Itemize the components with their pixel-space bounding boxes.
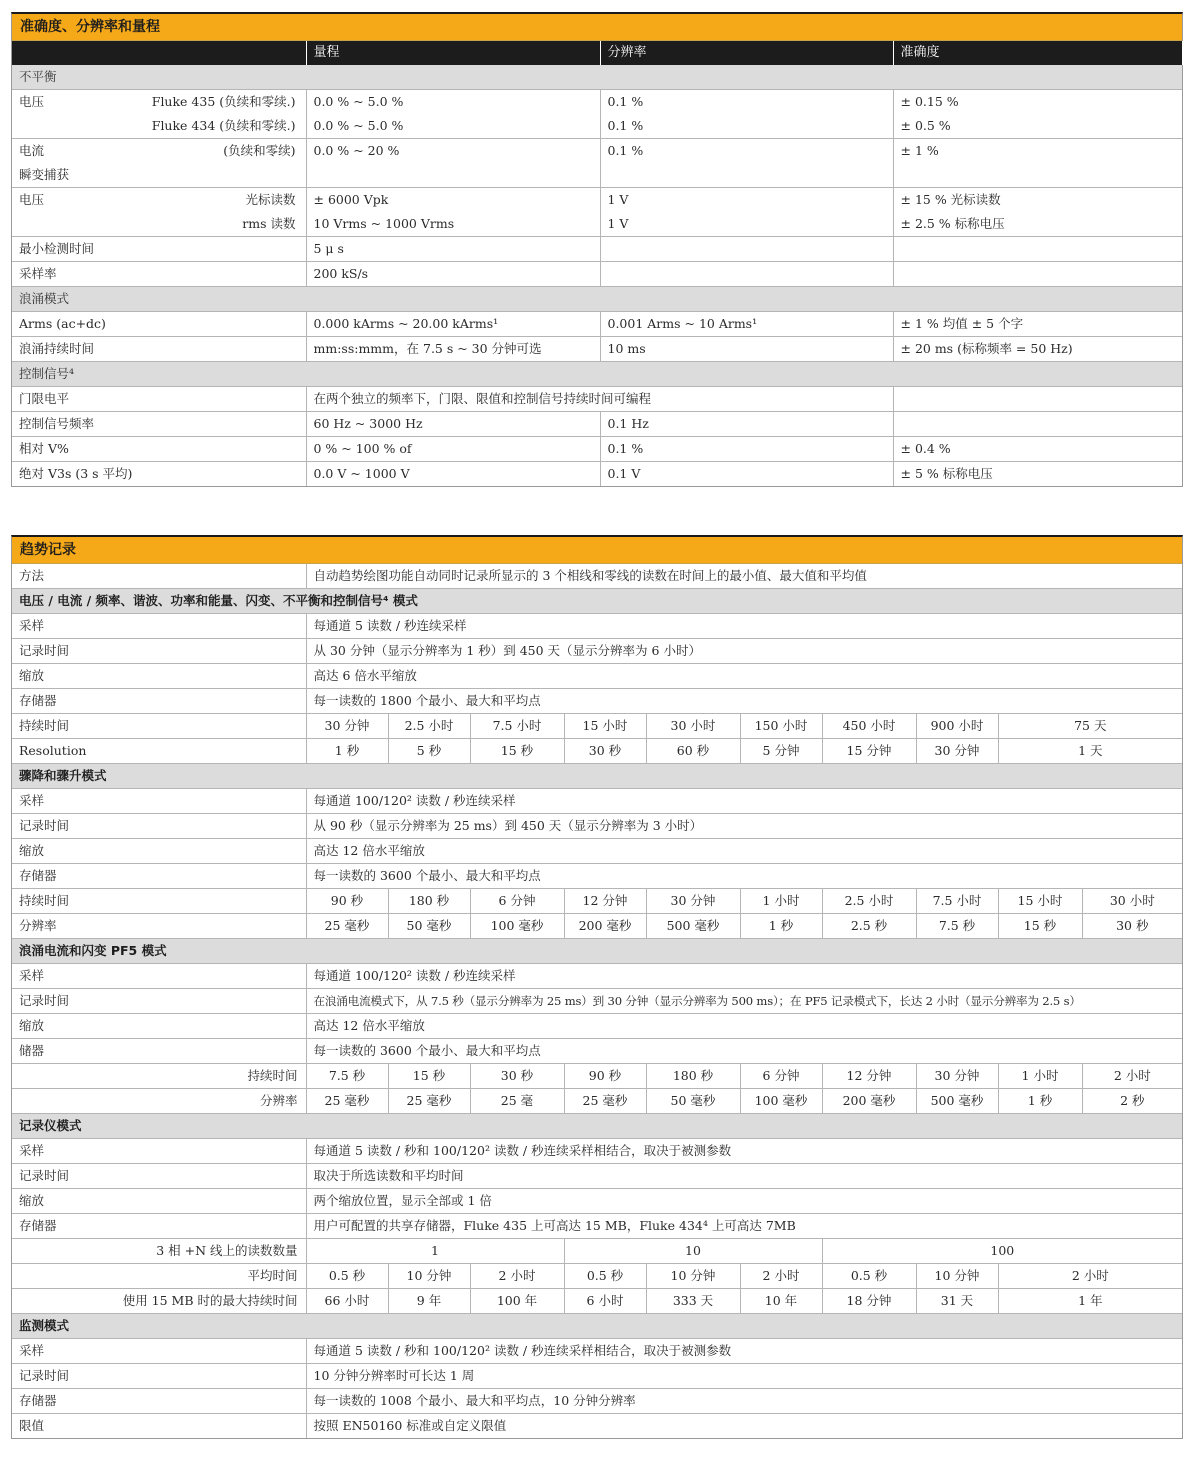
table-row [12, 412, 1182, 437]
table-row [12, 387, 1182, 412]
max-cell: 18 分钟 [822, 1289, 916, 1314]
avg-cell: 10 分钟 [916, 1264, 998, 1289]
cell-value: 每通道 100/120² 读数 / 秒连续采样 [306, 789, 1182, 814]
duration-cell: 75 天 [998, 714, 1182, 739]
resolution-cell: 1 天 [998, 739, 1182, 764]
resolution-cell: 7.5 秒 [916, 914, 998, 939]
cell-threshold-text: 在两个独立的频率下，门限、限值和控制信号持续时间可编程 [306, 387, 893, 412]
table-row [12, 1089, 1182, 1114]
cell-value: 高达 12 倍水平缩放 [306, 839, 1182, 864]
duration-cell: 30 小时 [1082, 889, 1182, 914]
label-text: 电流 [19, 143, 45, 158]
section-row [12, 65, 1182, 90]
row-label: 持续时间 [12, 1064, 306, 1089]
cell-accuracy: ± 2.5 % 标称电压 [893, 212, 1182, 237]
row-label: 3 相 +N 线上的读数数量 [12, 1239, 306, 1264]
section-inrush: 浪涌模式 [12, 287, 1182, 312]
cell-accuracy [893, 237, 1182, 262]
duration-cell: 30 分钟 [916, 1064, 998, 1089]
row-label: 缩放 [12, 839, 306, 864]
duration-cell: 12 分钟 [822, 1064, 916, 1089]
table-row [12, 1364, 1182, 1389]
section-row [12, 362, 1182, 387]
max-cell: 31 天 [916, 1289, 998, 1314]
duration-cell: 30 秒 [470, 1064, 564, 1089]
resolution-cell: 1 秒 [306, 739, 388, 764]
section-row [12, 939, 1182, 964]
row-label: 采样 [12, 1139, 306, 1164]
section-unbalance: 不平衡 [12, 65, 1182, 90]
avg-cell: 10 分钟 [646, 1264, 740, 1289]
cell-value: 每一读数的 3600 个最小、最大和平均点 [306, 864, 1182, 889]
row-label: 采样 [12, 614, 306, 639]
resolution-cell: 15 秒 [470, 739, 564, 764]
table-row [12, 262, 1182, 287]
table-header-row [12, 41, 1182, 65]
header-accuracy: 准确度 [893, 41, 1182, 65]
cell-value: 10 分钟分辨率时可长达 1 周 [306, 1364, 1182, 1389]
row-label: Resolution [12, 739, 306, 764]
readings-cell: 1 [306, 1239, 564, 1264]
cell-range: 10 Vrms ~ 1000 Vrms [306, 212, 600, 237]
resolution-cell: 5 秒 [388, 739, 470, 764]
row-label: 相对 V% [12, 437, 306, 462]
row-label: 记录时间 [12, 1164, 306, 1189]
header-blank [12, 41, 306, 65]
section-row [12, 1314, 1182, 1339]
cell-value: 两个缩放位置，显示全部或 1 倍 [306, 1189, 1182, 1214]
cell-resolution: 0.1 % [600, 437, 893, 462]
duration-cell: 900 小时 [916, 714, 998, 739]
table-row [12, 1014, 1182, 1039]
row-label [12, 139, 306, 164]
blank-cell [600, 163, 893, 188]
cell-range: ± 6000 Vpk [306, 188, 600, 213]
cell-resolution [600, 237, 893, 262]
cell-range: 0.0 % ~ 5.0 % [306, 90, 600, 115]
resolution-cell: 50 毫秒 [646, 1089, 740, 1114]
section-mode4: 记录仪模式 [12, 1114, 1182, 1139]
duration-cell: 1 小时 [998, 1064, 1082, 1089]
table-row [12, 1289, 1182, 1314]
cell-value: 取决于所选读数和平均时间 [306, 1164, 1182, 1189]
cell-range: 60 Hz ~ 3000 Hz [306, 412, 600, 437]
table-row [12, 312, 1182, 337]
sublabel-text: (负续和零续) [223, 143, 296, 158]
table-row [12, 1139, 1182, 1164]
table-row [12, 90, 1182, 115]
cell-range: 0 % ~ 100 % of [306, 437, 600, 462]
blank-cell [306, 163, 600, 188]
resolution-cell: 15 秒 [998, 914, 1082, 939]
row-label: 缩放 [12, 1189, 306, 1214]
duration-cell: 12 分钟 [564, 889, 646, 914]
table-row [12, 714, 1182, 739]
row-label: 存储器 [12, 689, 306, 714]
table-row [12, 462, 1182, 487]
cell-resolution: 0.1 Hz [600, 412, 893, 437]
cell-resolution: 0.1 % [600, 114, 893, 139]
avg-cell: 0.5 秒 [564, 1264, 646, 1289]
max-cell: 333 天 [646, 1289, 740, 1314]
resolution-cell: 100 毫秒 [740, 1089, 822, 1114]
table-row [12, 639, 1182, 664]
row-label: 限值 [12, 1414, 306, 1439]
row-label: 采样 [12, 1339, 306, 1364]
table-row [12, 337, 1182, 362]
section-mode1: 电压 / 电流 / 频率、谐波、功率和能量、闪变、不平衡和控制信号⁴ 模式 [12, 589, 1182, 614]
resolution-cell: 2.5 秒 [822, 914, 916, 939]
cell-resolution: 0.1 % [600, 90, 893, 115]
cell-accuracy: ± 1 % [900, 143, 939, 158]
sublabel-text: Fluke 435 (负续和零续.) [151, 94, 296, 109]
cell-range: 0.000 kArms ~ 20.00 kArms¹ [306, 312, 600, 337]
duration-cell: 1 小时 [740, 889, 822, 914]
duration-cell: 30 分钟 [306, 714, 388, 739]
cell-value: 按照 EN50160 标准或自定义限值 [313, 1418, 507, 1433]
row-label: 存储器 [12, 1389, 306, 1414]
row-label: 门限电平 [12, 387, 306, 412]
duration-cell: 30 分钟 [646, 889, 740, 914]
resolution-cell: 30 秒 [1082, 914, 1182, 939]
table-row [12, 914, 1182, 939]
table-row [12, 237, 1182, 262]
duration-cell: 7.5 小时 [916, 889, 998, 914]
duration-cell: 30 小时 [646, 714, 740, 739]
table-row [12, 437, 1182, 462]
readings-cell: 100 [822, 1239, 1182, 1264]
cell-value: 从 30 分钟（显示分辨率为 1 秒）到 450 天（显示分辨率为 6 小时） [306, 639, 1182, 664]
resolution-cell: 500 毫秒 [646, 914, 740, 939]
cell-accuracy [893, 412, 1182, 437]
section-row [12, 287, 1182, 312]
resolution-cell: 1 秒 [740, 914, 822, 939]
cell-value: 每一读数的 1800 个最小、最大和平均点 [306, 689, 1182, 714]
row-label: 方法 [12, 564, 306, 589]
sublabel-text: 光标读数 [245, 192, 296, 207]
cell-range: 5 μ s [306, 237, 600, 262]
row-label: 控制信号频率 [12, 412, 306, 437]
cell-resolution: 0.1 V [600, 462, 893, 487]
resolution-cell: 25 毫秒 [306, 914, 388, 939]
transient-label: 瞬变捕获 [12, 163, 306, 188]
table-row [12, 614, 1182, 639]
max-cell: 6 小时 [564, 1289, 646, 1314]
row-label: 记录时间 [12, 1364, 306, 1389]
cell-range: 0.0 % ~ 20 % [306, 139, 600, 164]
row-label: Arms (ac+dc) [12, 312, 306, 337]
blank-cell [893, 163, 1182, 188]
cell-value: 每通道 100/120² 读数 / 秒连续采样 [306, 964, 1182, 989]
cell-value: 每一读数的 1008 个最小、最大和平均点，10 分钟分辨率 [306, 1389, 1182, 1414]
trend-recording-table [11, 535, 1183, 1439]
table-row [12, 789, 1182, 814]
header-range: 量程 [306, 41, 600, 65]
trend-table [12, 564, 1182, 1438]
resolution-cell: 25 毫秒 [388, 1089, 470, 1114]
resolution-cell: 30 分钟 [916, 739, 998, 764]
table-row [12, 1339, 1182, 1364]
table-row [12, 839, 1182, 864]
max-cell: 100 年 [470, 1289, 564, 1314]
duration-cell: 2.5 小时 [822, 889, 916, 914]
cell-range: 200 kS/s [306, 262, 600, 287]
table-row [12, 188, 1182, 213]
spec-table [12, 41, 1183, 486]
avg-cell: 2 小时 [470, 1264, 564, 1289]
avg-cell: 10 分钟 [388, 1264, 470, 1289]
table-row [12, 1164, 1182, 1189]
duration-cell: 450 小时 [822, 714, 916, 739]
section-control-signal: 控制信号⁴ [12, 362, 1182, 387]
cell-accuracy: ± 15 % 光标读数 [900, 192, 1001, 207]
duration-cell: 180 秒 [646, 1064, 740, 1089]
duration-cell: 2 小时 [1082, 1064, 1182, 1089]
resolution-cell: 25 毫秒 [564, 1089, 646, 1114]
table-row [12, 163, 1182, 188]
row-label: 浪涌持续时间 [12, 337, 306, 362]
resolution-cell: 2 秒 [1082, 1089, 1182, 1114]
cell-value: 每通道 5 读数 / 秒和 100/120² 读数 / 秒连续采样相结合，取决于被测参数 [306, 1339, 1182, 1364]
cell-range: 0.0 % ~ 5.0 % [306, 114, 600, 139]
row-label [12, 188, 306, 213]
row-label: 平均时间 [12, 1264, 306, 1289]
row-label: 采样率 [12, 262, 306, 287]
cell-range: mm:ss:mmm，在 7.5 s ~ 30 分钟可选 [306, 337, 600, 362]
cell-resolution [600, 262, 893, 287]
cell-accuracy: ± 1 % 均值 ± 5 个字 [893, 312, 1182, 337]
row-label: 分辨率 [12, 914, 306, 939]
resolution-cell: 30 秒 [564, 739, 646, 764]
table-row [12, 1239, 1182, 1264]
table-row [12, 889, 1182, 914]
row-label: 存储器 [12, 1214, 306, 1239]
cell-resolution: 1 V [600, 212, 893, 237]
resolution-cell: 200 毫秒 [564, 914, 646, 939]
blank-cell [893, 387, 1182, 412]
row-label [12, 212, 306, 237]
duration-cell: 90 秒 [306, 889, 388, 914]
cell-accuracy: ± 0.15 % [900, 94, 959, 109]
duration-cell: 7.5 秒 [306, 1064, 388, 1089]
duration-cell: 15 小时 [564, 714, 646, 739]
row-label: 绝对 V3s (3 s 平均) [12, 462, 306, 487]
table-row [12, 1264, 1182, 1289]
cell-resolution: 1 V [600, 188, 893, 213]
sublabel-text: Fluke 434 (负续和零续.) [151, 118, 296, 133]
row-label: 分辨率 [12, 1089, 306, 1114]
table-row [12, 739, 1182, 764]
cell-value: 从 90 秒（显示分辨率为 25 ms）到 450 天（显示分辨率为 3 小时） [306, 814, 1182, 839]
panel-title: 趋势记录 [12, 537, 1182, 564]
max-cell: 66 小时 [306, 1289, 388, 1314]
cell-accuracy [893, 262, 1182, 287]
resolution-cell: 1 秒 [998, 1089, 1082, 1114]
cell-resolution: 0.1 % [600, 139, 893, 164]
max-cell: 9 年 [388, 1289, 470, 1314]
cell-accuracy: ± 20 ms (标称频率 = 50 Hz) [893, 337, 1182, 362]
avg-cell: 2 小时 [998, 1264, 1182, 1289]
row-label: 使用 15 MB 时的最大持续时间 [12, 1289, 306, 1314]
row-label: 持续时间 [12, 714, 306, 739]
label-text: 电压 [19, 94, 45, 109]
duration-cell: 15 小时 [998, 889, 1082, 914]
readings-cell: 10 [564, 1239, 822, 1264]
table-row [12, 1414, 1182, 1439]
duration-cell: 180 秒 [388, 889, 470, 914]
max-cell: 10 年 [740, 1289, 822, 1314]
duration-cell: 90 秒 [564, 1064, 646, 1089]
avg-cell: 0.5 秒 [822, 1264, 916, 1289]
section-mode5: 监测模式 [12, 1314, 1182, 1339]
table-row [12, 139, 1182, 164]
table-row [12, 1064, 1182, 1089]
duration-cell: 2.5 小时 [388, 714, 470, 739]
cell-method: 自动趋势绘图功能自动同时记录所显示的 3 个相线和零线的读数在时间上的最小值、最大值和平均值 [306, 564, 1182, 589]
table-row [12, 212, 1182, 237]
table-row [12, 689, 1182, 714]
duration-cell: 6 分钟 [740, 1064, 822, 1089]
duration-cell: 6 分钟 [470, 889, 564, 914]
row-label: 存储器 [12, 864, 306, 889]
table-row [12, 564, 1182, 589]
resolution-cell: 25 毫 [470, 1089, 564, 1114]
resolution-cell: 500 毫秒 [916, 1089, 998, 1114]
table-row [12, 1389, 1182, 1414]
resolution-cell: 60 秒 [646, 739, 740, 764]
row-label [12, 114, 306, 139]
avg-cell: 0.5 秒 [306, 1264, 388, 1289]
resolution-cell: 200 毫秒 [822, 1089, 916, 1114]
resolution-cell: 25 毫秒 [306, 1089, 388, 1114]
cell-value: 在浪涌电流模式下，从 7.5 秒（显示分辨率为 25 ms）到 30 分钟（显示分辨率为 500 ms）；在 PF5 记录模式下，长达 2 小时（显示分辨率为 2.5 s） [306, 989, 1182, 1014]
header-resolution: 分辨率 [600, 41, 893, 65]
cell-value: 每通道 5 读数 / 秒连续采样 [306, 614, 1182, 639]
row-label: 记录时间 [12, 814, 306, 839]
section-mode3: 浪涌电流和闪变 PF5 模式 [12, 939, 1182, 964]
cell-value: 高达 6 倍水平缩放 [306, 664, 1182, 689]
resolution-cell: 100 毫秒 [470, 914, 564, 939]
row-label: 记录时间 [12, 989, 306, 1014]
resolution-cell: 50 毫秒 [388, 914, 470, 939]
resolution-cell: 15 分钟 [822, 739, 916, 764]
section-row [12, 1114, 1182, 1139]
max-cell: 1 年 [998, 1289, 1182, 1314]
section-row [12, 589, 1182, 614]
accuracy-resolution-range-table [11, 12, 1183, 487]
duration-cell: 7.5 小时 [470, 714, 564, 739]
cell-value: 高达 12 倍水平缩放 [306, 1014, 1182, 1039]
cell-accuracy: ± 5 % 标称电压 [900, 466, 993, 481]
table-row [12, 1214, 1182, 1239]
label-text: 电压 [19, 192, 45, 207]
cell-resolution: 10 ms [600, 337, 893, 362]
section-mode2: 骤降和骤升模式 [12, 764, 1182, 789]
row-label: 储器 [12, 1039, 306, 1064]
cell-accuracy: ± 0.5 % [893, 114, 1182, 139]
row-label: 缩放 [12, 664, 306, 689]
table-row [12, 964, 1182, 989]
row-label: 持续时间 [12, 889, 306, 914]
row-label: 采样 [12, 789, 306, 814]
cell-value: 每通道 5 读数 / 秒和 100/120² 读数 / 秒连续采样相结合，取决于被测参数 [306, 1139, 1182, 1164]
duration-cell: 15 秒 [388, 1064, 470, 1089]
cell-accuracy: ± 0.4 % [893, 437, 1182, 462]
table-row [12, 814, 1182, 839]
resolution-cell: 5 分钟 [740, 739, 822, 764]
table-row [12, 664, 1182, 689]
cell-range: 0.0 V ~ 1000 V [306, 462, 600, 487]
table-row [12, 989, 1182, 1014]
table-row [12, 864, 1182, 889]
row-label: 采样 [12, 964, 306, 989]
row-label: 最小检测时间 [12, 237, 306, 262]
panel-title: 准确度、分辨率和量程 [12, 14, 1182, 41]
row-label: 缩放 [12, 1014, 306, 1039]
row-label [12, 90, 306, 115]
cell-resolution: 0.001 Arms ~ 10 Arms¹ [600, 312, 893, 337]
table-row [12, 1039, 1182, 1064]
avg-cell: 2 小时 [740, 1264, 822, 1289]
cell-value: 用户可配置的共享存储器，Fluke 435 上可高达 15 MB，Fluke 434⁴ 上可高达 7MB [306, 1214, 1182, 1239]
row-label: 记录时间 [12, 639, 306, 664]
section-row [12, 764, 1182, 789]
table-row [12, 1189, 1182, 1214]
table-row [12, 114, 1182, 139]
duration-cell: 150 小时 [740, 714, 822, 739]
cell-value: 每一读数的 3600 个最小、最大和平均点 [306, 1039, 1182, 1064]
sublabel-text: rms 读数 [242, 216, 296, 231]
